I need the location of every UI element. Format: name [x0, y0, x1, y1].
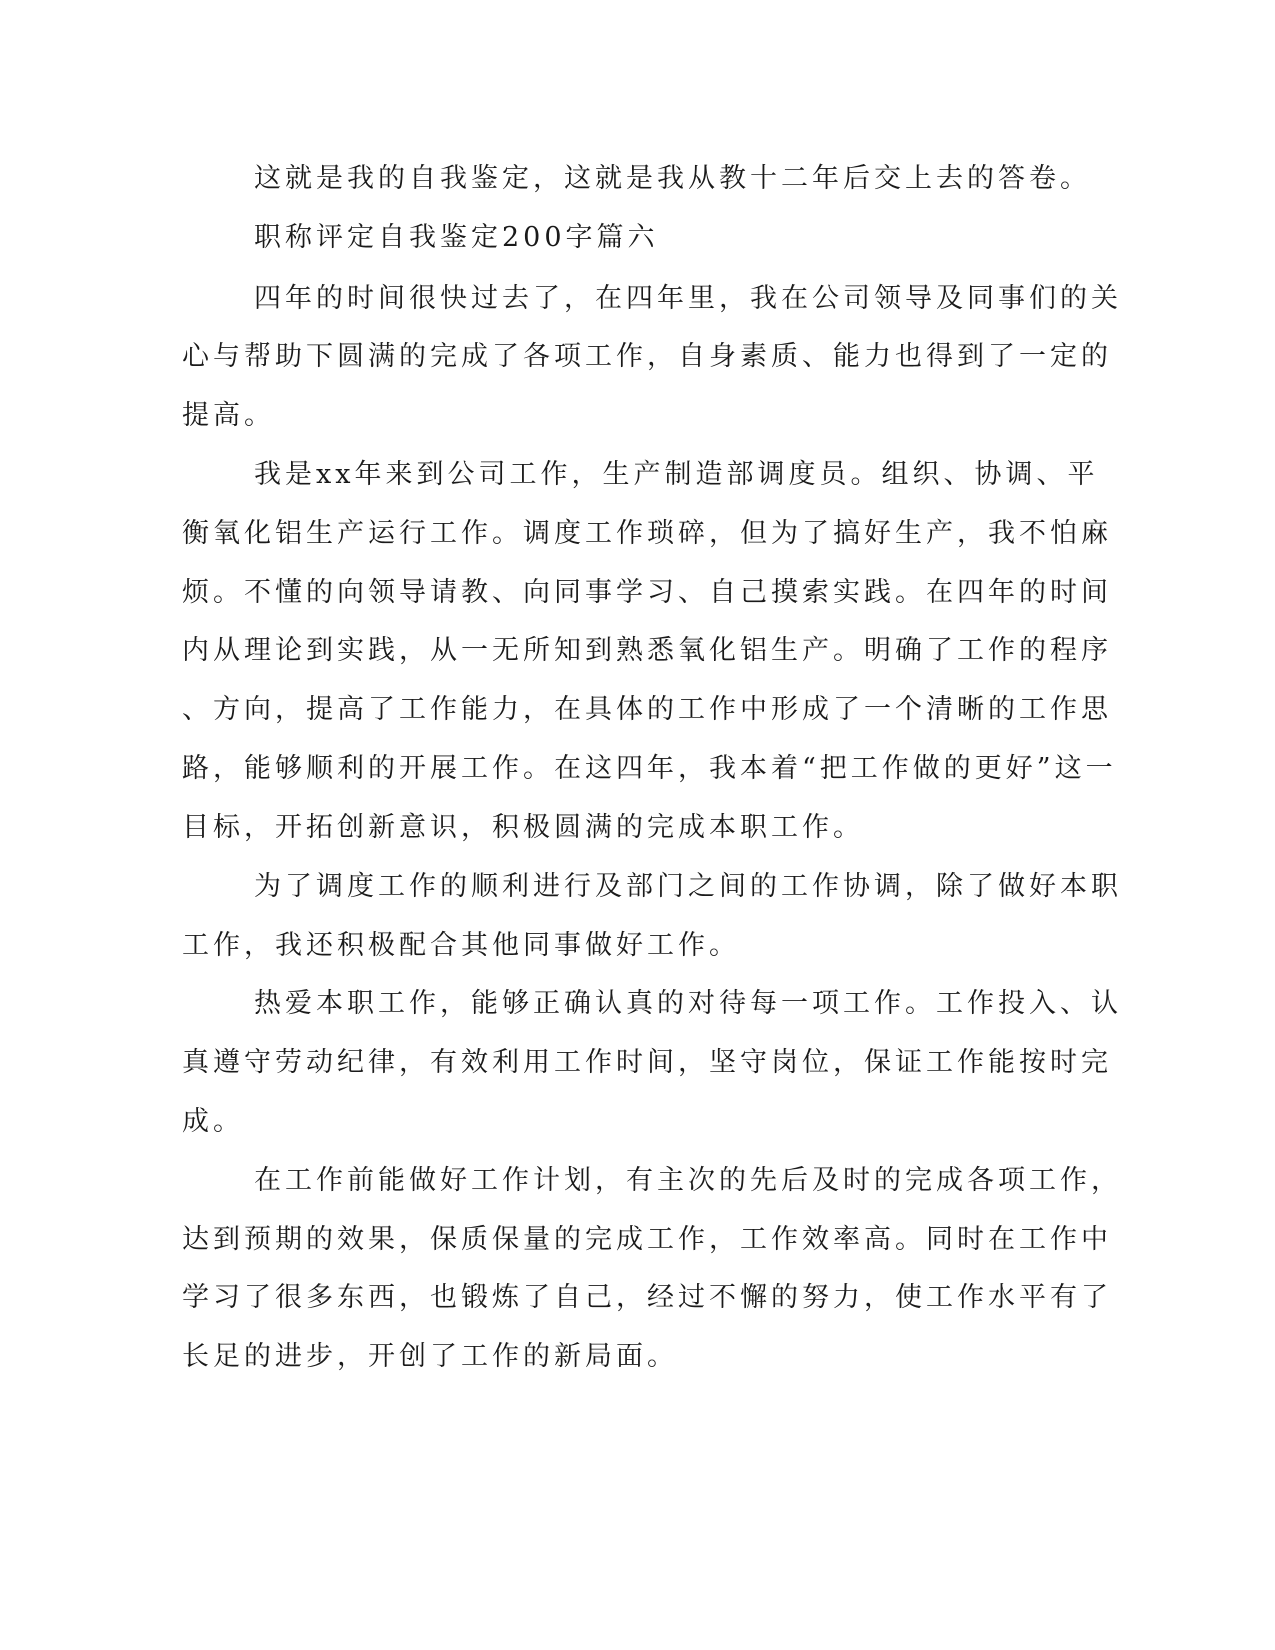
- text-line: 在工作前能做好工作计划，有主次的先后及时的完成各项工作，: [254, 1165, 1122, 1196]
- text-line: 学习了很多东西，也锻炼了自己，经过不懈的努力，使工作水平有了: [182, 1282, 1112, 1313]
- section-heading: 职称评定自我鉴定200字篇六: [254, 222, 659, 253]
- text-line: 我是xx年来到公司工作，生产制造部调度员。组织、协调、平: [254, 459, 1099, 490]
- text-line: 路，能够顺利的开展工作。在这四年，我本着“把工作做的更好”这一: [182, 753, 1117, 784]
- text-line: 热爱本职工作，能够正确认真的对待每一项工作。工作投入、认: [254, 988, 1122, 1019]
- text-line: 心与帮助下圆满的完成了各项工作，自身素质、能力也得到了一定的: [182, 341, 1112, 372]
- text-line: 这就是我的自我鉴定，这就是我从教十二年后交上去的答卷。: [254, 163, 1091, 194]
- text-line: 为了调度工作的顺利进行及部门之间的工作协调，除了做好本职: [254, 871, 1122, 902]
- text-line: 长足的进步，开创了工作的新局面。: [182, 1341, 678, 1372]
- text-line: 衡氧化铝生产运行工作。调度工作琐碎，但为了搞好生产，我不怕麻: [182, 518, 1112, 549]
- text-line: 真遵守劳动纪律，有效利用工作时间，坚守岗位，保证工作能按时完: [182, 1047, 1112, 1078]
- text-line: 工作，我还积极配合其他同事做好工作。: [182, 930, 740, 961]
- text-line: 内从理论到实践，从一无所知到熟悉氧化铝生产。明确了工作的程序: [182, 635, 1112, 666]
- text-line: 成。: [182, 1106, 244, 1137]
- text-line: 四年的时间很快过去了，在四年里，我在公司领导及同事们的关: [254, 283, 1122, 314]
- text-line: 提高。: [182, 400, 275, 431]
- text-line: 目标，开拓创新意识，积极圆满的完成本职工作。: [182, 812, 864, 843]
- text-line: 达到预期的效果，保质保量的完成工作，工作效率高。同时在工作中: [182, 1224, 1112, 1255]
- text-line: 、方向，提高了工作能力，在具体的工作中形成了一个清晰的工作思: [182, 694, 1112, 725]
- text-line: 烦。不懂的向领导请教、向同事学习、自己摸索实践。在四年的时间: [182, 577, 1112, 608]
